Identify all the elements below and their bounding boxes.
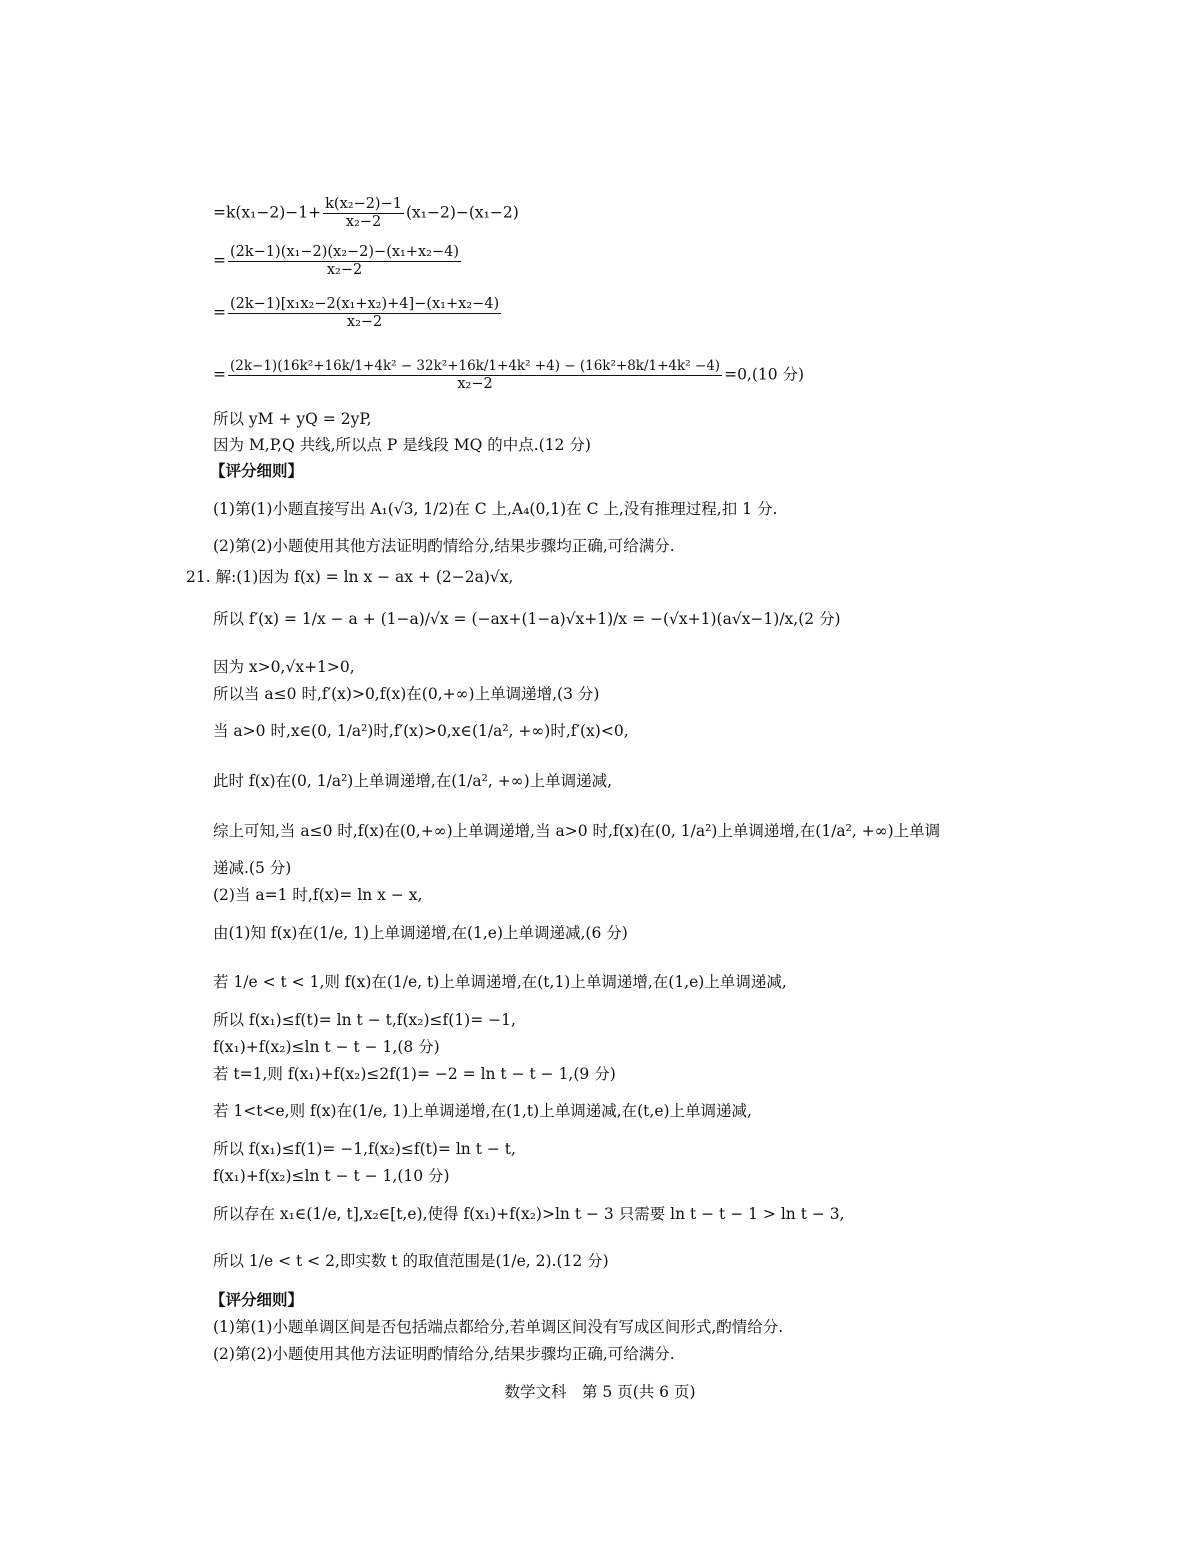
eq-line-4-frac [228,358,722,393]
text-line: 因为 M,P,Q 共线,所以点 P 是线段 MQ 的中点.(12 分) [213,436,591,454]
page-footer: 数学文科 第 5 页(共 6 页) [504,1383,696,1401]
rubric-heading: 【评分细则】 [210,1290,304,1309]
text-line: 所以 f(x₁)≤f(1)= −1,f(x₂)≤f(t)= ln t − t, [213,1140,516,1158]
eq-line-1-tail: (x₁−2)−(x₁−2) [405,203,519,222]
text-line: 若 1<t<e,则 f(x)在(1/e, 1)上单调递增,在(1,t)上单调递减,在(t,e)上单调递减, [213,1102,752,1120]
text-line: 所以 f′(x) = 1/x − a + (1−a)/√x = (−ax+(1−a)√x+1)/x = −(√x+1)(a√x−1)/x,(2 分) [213,610,841,628]
text-line: 综上可知,当 a≤0 时,f(x)在(0,+∞)上单调递增,当 a>0 时,f(x)在(0, 1/a²)上单调递增,在(1/a², +∞)上单调 [213,822,941,840]
frac-num: (2k−1)(x₁−2)(x₂−2)−(x₁+x₂−4) [230,244,460,260]
text-line: 此时 f(x)在(0, 1/a²)上单调递增,在(1/a², +∞)上单调递减, [213,772,613,790]
frac-den: x₂−2 [346,314,383,330]
text-line: 若 t=1,则 f(x₁)+f(x₂)≤2f(1)= −2 = ln t − t − 1,(9 分) [213,1065,616,1083]
eq-line-1-frac [323,196,404,231]
rubric-item: (2)第(2)小题使用其他方法证明酌情给分,结果步骤均正确,可给满分. [213,537,675,555]
text-line: 所以 1/e < t < 2,即实数 t 的取值范围是(1/e, 2).(12 分) [213,1252,609,1270]
eq-line-1 [213,196,519,231]
frac-num: k(x₂−2)−1 [325,196,402,212]
eq-line-1-head: =k(x₁−2)−1+ [213,203,322,222]
eq-line-4: = (2k−1)(16k²+16k/1+4k² − 32k²+16k/1+4k² +4) − (16k²+8k/1+4k² −4) x₂−2 =0,(10 分) [213,358,805,392]
eq-line-4-tail: =0,(10 分) [724,365,805,384]
eq-line-3-frac [228,296,501,331]
text-line: 当 a>0 时,x∈(0, 1/a²)时,f′(x)>0,x∈(1/a², +∞)时,f′(x)<0, [213,722,629,740]
rubric-item: (1)第(1)小题单调区间是否包括端点都给分,若单调区间没有写成区间形式,酌情给分. [213,1318,784,1336]
text-line: 递减.(5 分) [213,859,292,877]
eq-line-2: = $\frac{\text{(2k−1)(x₁−2)(x₂−2)−(x₁+x₂−4)}}{\text{x₂−2}}$ [213,244,460,278]
text-line: 所以存在 x₁∈(1/e, t],x₂∈[t,e),使得 f(x₁)+f(x₂)>ln t − 3 只需要 ln t − t − 1 > ln t − 3, [213,1205,845,1223]
frac-num: (2k−1)(16k²+16k/1+4k² − 32k²+16k/1+4k² +4) − (16k²+8k/1+4k² −4) [230,358,721,374]
text-line: 所以 yM + yQ = 2yP, [213,410,372,428]
frac-den: x₂−2 [345,214,382,230]
text-line: 由(1)知 f(x)在(1/e, 1)上单调递增,在(1,e)上单调递减,(6 分) [213,924,628,942]
eq-line-2-frac [228,244,461,279]
eq-line-3: = $\frac{\text{(2k−1)[x₁x₂−2(x₁+x₂)+4]−(x₁+x₂−4)}}{\text{x₂−2}}$ [213,296,500,330]
rubric-item: (2)第(2)小题使用其他方法证明酌情给分,结果步骤均正确,可给满分. [213,1345,675,1363]
frac-den: x₂−2 [457,376,493,392]
text-line: (2)当 a=1 时,f(x)= ln x − x, [213,886,423,904]
text-line: 所以 f(x₁)≤f(t)= ln t − t,f(x₂)≤f(1)= −1, [213,1011,516,1029]
text-line: f(x₁)+f(x₂)≤ln t − t − 1,(10 分) [213,1167,450,1185]
text-line: 所以当 a≤0 时,f′(x)>0,f(x)在(0,+∞)上单调递增,(3 分) [213,685,600,703]
text-line: 因为 x>0,√x+1>0, [213,658,355,676]
frac-num: (2k−1)[x₁x₂−2(x₁+x₂)+4]−(x₁+x₂−4) [230,296,500,312]
question-21-heading: 21. 解:(1)因为 f(x) = ln x − ax + (2−2a)√x, [186,568,514,586]
rubric-heading: 【评分细则】 [210,461,304,480]
frac-den: x₂−2 [326,262,363,278]
text-line: f(x₁)+f(x₂)≤ln t − t − 1,(8 分) [213,1038,440,1056]
text-line: 若 1/e < t < 1,则 f(x)在(1/e, t)上单调递增,在(t,1)上单调递增,在(1,e)上单调递减, [213,973,787,991]
rubric-item: (1)第(1)小题直接写出 A₁(√3, 1/2)在 C 上,A₄(0,1)在 C 上,没有推理过程,扣 1 分. [213,500,778,518]
